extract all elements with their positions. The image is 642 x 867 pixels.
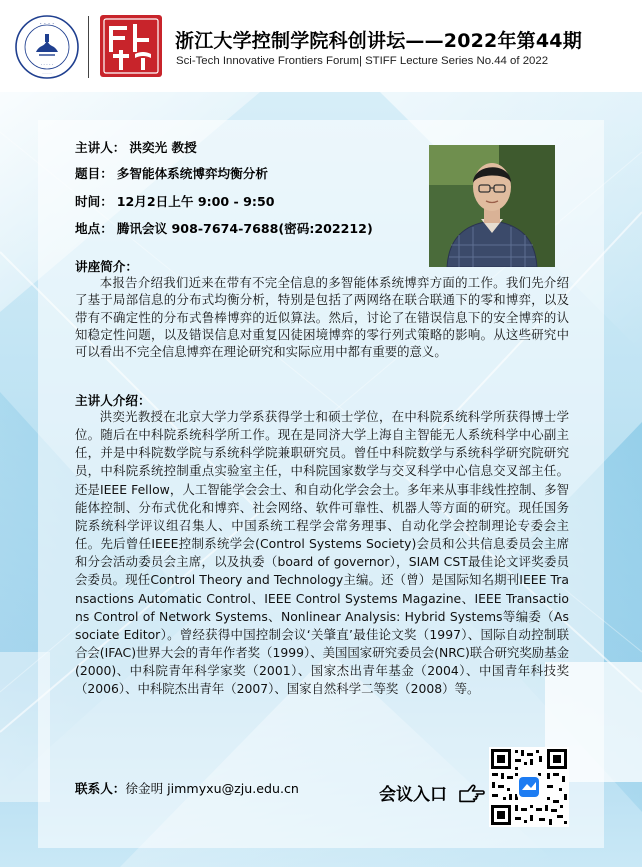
- zju-logo: [14, 14, 80, 80]
- abstract-text: 本报告介绍我们近来在带有不完全信息的多智能体系统博弈方面的工作。我们先介绍了基于局部信息的分布式均衡分析，特别是包括了两网络在联合联通下的零和博弈，以及带有不确定性的分布式鲁棒博弈的近似算法。然后，讨论了在错误信息下的安全博弈的认知稳定性问题，以及错误信息对重复囚徒困境博弈的零行列式策略的影响。从这些研究中可以看出不完全信息博弈在理论研究和实际应用中都有重要的意义。: [75, 275, 569, 360]
- contact-value[interactable]: 徐金明 jimmyxu@zju.edu.cn: [125, 781, 299, 796]
- topic-line: [75, 163, 268, 182]
- header-divider: [88, 16, 89, 78]
- pointing-hand-icon: [458, 782, 486, 804]
- abstract-title: 讲座简介：: [75, 259, 138, 274]
- forum-subtitle: Sci-Tech Innovative Frontiers Forum| STIFF Lecture Series No.44 of 2022: [176, 55, 549, 67]
- place-value: 腾讯会议 908-7674-7688(密码:202212): [116, 221, 373, 236]
- contact-label: 联系人：: [75, 781, 126, 796]
- bio-title: 主讲人介绍：: [75, 393, 151, 408]
- meeting-qr-code[interactable]: [489, 747, 569, 827]
- svg-text:· · · · ·: · · · · ·: [40, 63, 54, 68]
- time-line: [75, 191, 274, 210]
- time-label: 时间：: [75, 194, 113, 209]
- place-line: [75, 218, 373, 237]
- header: [0, 0, 642, 92]
- svg-text:· · · · ·: · · · · ·: [42, 72, 52, 76]
- topic-value: 多智能体系统博弈均衡分析: [116, 166, 268, 181]
- forum-title: 浙江大学控制学院科创讲坛——2022年第44期: [175, 30, 582, 52]
- speaker-line: [75, 137, 197, 156]
- bio-text: 洪奕光教授在北京大学力学系获得学士和硕士学位，在中科院系统科学所获得博士学位。随后在中科院系统科学所工作。现在是同济大学上海自主智能无人系统科学中心副主任，并是中科院数学院与系统科学院兼职研究员。曾任中科院数学与系统科学研究院研究员，中科院系统控制重点实验室主任，中科院国家数学与交叉科学中心信息交叉部主任。还是IEEE Fellow，人工智能学会会士、和自动化学会会士。多年来从事非线性控制、多智能体控制、分布式优化和博弈、社会网络、软件可靠性、机器人等方面的研究。现任国务院系统科学评议组召集人、中国系统工程学会常务理事、自动化学会控制理论专委会主任。先后曾任IEEE控制系统学会(Control Systems Society)会员和公共信息委员会主席和分会活动委员会主席，以及执委（board of governor），SIAM CST最佳论文评奖委员会委员。现任Control Theory and Technology主编。还（曾）是国际知名期刊IEEE Transactions Automatic Control、IEEE Control Systems Magazine、IEEE Transactions Control of Network Systems、Nonlinear Analysis: Hybrid Systems等编委（Associate Editor）。曾经获得中国控制会议‘关肇直’最佳论文奖（1997）、国际自动控制联合会(IFAC)世界大会的青年作者奖（1999）、美国国家研究委员会(NRC)联合研究奖励基金(2000)、中科院青年科学家奖（2001）、国家杰出青年基金（2004）、中国青年科技奖（2006）、中科院杰出青年（2007）、国家自然科学二等奖（2008）等。: [75, 409, 569, 697]
- place-label: 地点：: [75, 221, 113, 236]
- svg-text:· · · ·: · · · ·: [39, 20, 55, 28]
- topic-label: 题目：: [75, 166, 113, 181]
- lecture-seal-logo: [99, 14, 163, 78]
- time-value: 12月2日上午 9:00 - 9:50: [116, 194, 275, 209]
- meeting-entry-label: 会议入口: [379, 785, 447, 805]
- speaker-photo: [429, 145, 555, 267]
- speaker-name: 洪奕光 教授: [129, 140, 197, 155]
- contact-line: [75, 778, 299, 797]
- speaker-label: 主讲人：: [75, 140, 126, 155]
